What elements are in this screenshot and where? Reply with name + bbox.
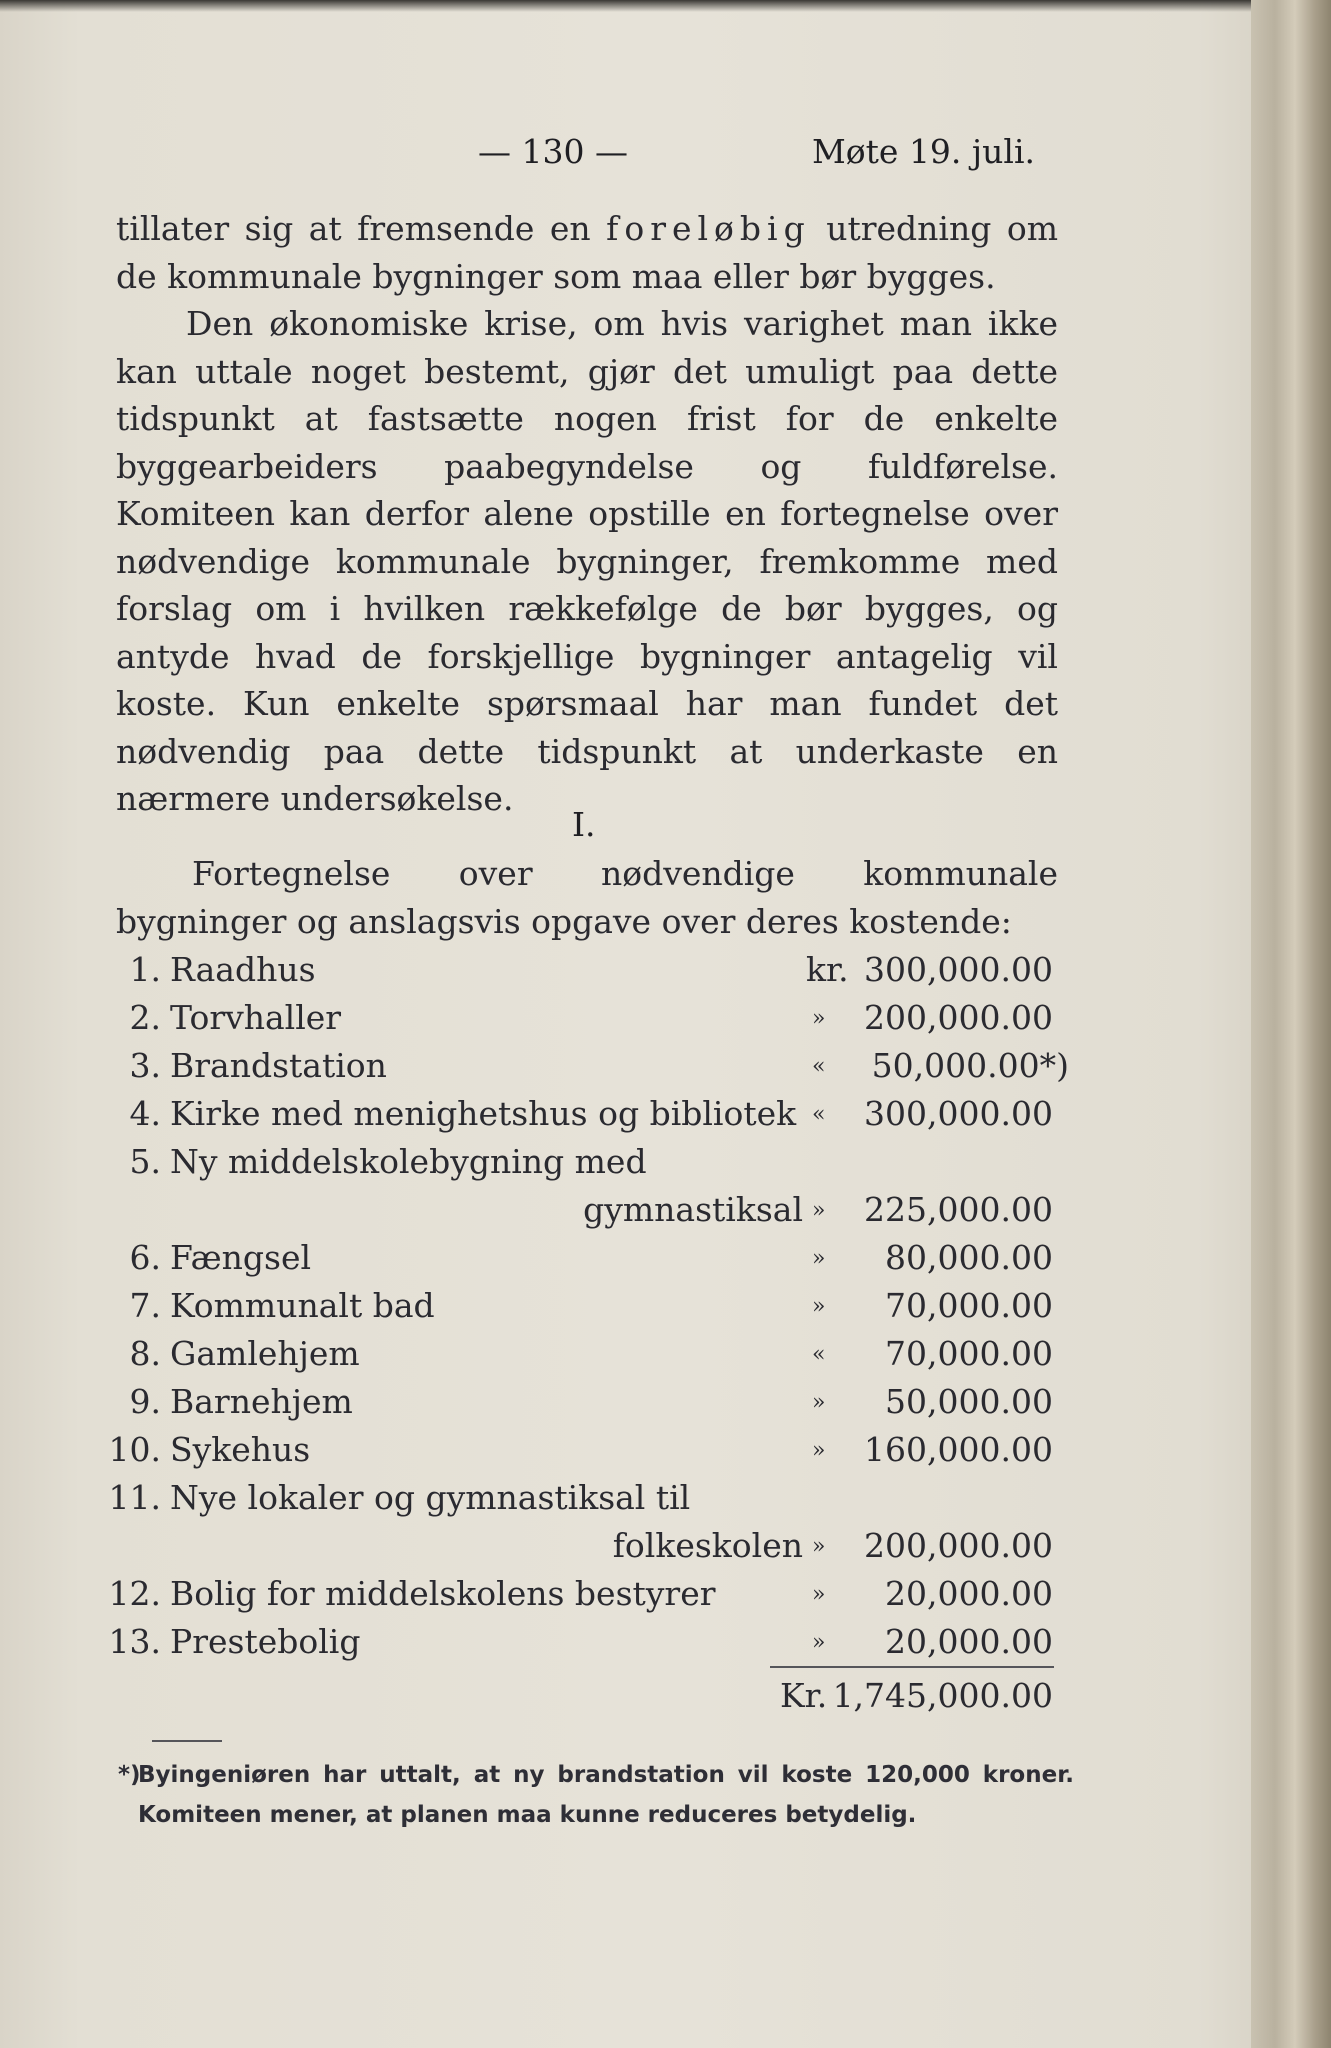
item-name: Fængsel: [170, 1238, 312, 1277]
item-amount: 300,000.00: [864, 1094, 1053, 1133]
item-name-continued: folkeskolen: [612, 1526, 803, 1565]
total-amount: 1,745,000.00: [832, 1676, 1053, 1715]
list-item: [0, 1478, 1331, 1565]
item-amount: 20,000.00: [885, 1622, 1053, 1661]
ditto-mark: »: [812, 1582, 826, 1607]
list-item: [0, 1574, 1331, 1620]
sum-rule: [770, 1666, 1054, 1668]
item-number: 13.: [108, 1622, 161, 1661]
item-number: 4.: [129, 1094, 161, 1133]
paragraph-2: Den økonomiske krise, om hvis varighet man ikke kan uttale noget bestemt, gjør det umuligt paa dette tidspunkt at fastsætte nogen frist for de enkelte byggearbeiders paabegyndelse og fuldførelse. Komiteen kan derfor alene opstille en fortegnelse over nødvendige kommunale bygninger, fremkomme med forslag om i hvilken rækkefølge de bør bygges, og antyde hvad de forskjellige bygninger antagelig vil koste. Kun enkelte spørsmaal har man fundet det nødvendig paa dette tidspunkt at underkaste en nærmere undersøkelse.: [116, 304, 1058, 818]
ditto-mark: »: [812, 1198, 826, 1223]
paragraph-1-start: tillater sig at fremsende en: [116, 209, 591, 248]
item-name: Raadhus: [170, 950, 316, 989]
spaced-word: foreløbig: [606, 209, 811, 248]
item-number: 1.: [129, 950, 161, 989]
item-name: Kirke med menighetshus og bibliotek: [170, 1094, 797, 1133]
list-item: [0, 998, 1331, 1044]
ditto-mark: »: [812, 1534, 826, 1559]
item-amount: 300,000.00: [864, 950, 1053, 989]
item-amount: 200,000.00: [864, 1526, 1053, 1565]
item-name: Sykehus: [170, 1430, 311, 1469]
body-text: [116, 205, 1058, 823]
list-item: [0, 1286, 1331, 1332]
item-amount: 200,000.00: [864, 998, 1053, 1037]
item-amount: 225,000.00: [864, 1190, 1053, 1229]
list-item: [0, 1430, 1331, 1476]
list-item: [0, 1622, 1331, 1668]
footnote: [118, 1755, 1074, 1835]
list-item: [0, 1238, 1331, 1284]
ditto-mark: »: [812, 1390, 826, 1415]
list-item: [0, 1094, 1331, 1140]
item-name: Nye lokaler og gymnastiksal til: [170, 1478, 691, 1517]
ditto-mark: «: [812, 1102, 826, 1127]
ditto-mark: «: [812, 1342, 826, 1367]
item-number: 6.: [129, 1238, 161, 1277]
list-item: [0, 1142, 1331, 1229]
item-name: Kommunalt bad: [170, 1286, 435, 1325]
item-number: 8.: [129, 1334, 161, 1373]
ditto-mark: »: [812, 1630, 826, 1655]
item-number: 11.: [108, 1478, 161, 1517]
item-amount: 20,000.00: [885, 1574, 1053, 1613]
item-number: 10.: [108, 1430, 161, 1469]
item-name: Ny middelskolebygning med: [170, 1142, 647, 1181]
item-number: 7.: [129, 1286, 161, 1325]
item-amount: 160,000.00: [864, 1430, 1053, 1469]
page-header: [0, 132, 1331, 178]
ditto-mark: «: [812, 1054, 826, 1079]
item-amount: 50,000.00: [885, 1382, 1053, 1421]
item-name: Barnehjem: [170, 1382, 353, 1421]
item-name: Prestebolig: [170, 1622, 361, 1661]
item-number: 9.: [129, 1382, 161, 1421]
list-item: [0, 1382, 1331, 1428]
list-item: [0, 1046, 1331, 1092]
ditto-mark: »: [812, 1438, 826, 1463]
item-currency: kr.: [806, 950, 849, 989]
paragraph-1: [116, 205, 1058, 300]
item-name: Torvhaller: [170, 998, 342, 1037]
list-item: [0, 950, 1331, 996]
footnote-marker: *): [118, 1762, 141, 1788]
footnote-rule: [152, 1740, 222, 1742]
total-currency: Kr.: [780, 1676, 828, 1715]
item-name: Gamlehjem: [170, 1334, 360, 1373]
item-name-continued: gymnastiksal: [583, 1190, 803, 1229]
item-number: 12.: [108, 1574, 161, 1613]
item-number: 5.: [129, 1142, 161, 1181]
top-shadow: [0, 0, 1331, 12]
footnote-text: Byingeniøren har uttalt, at ny brandstation vil koste 120,000 kroner. Komiteen mener, at planen maa kunne reduceres betydelig.: [138, 1762, 1074, 1828]
item-number: 3.: [129, 1046, 161, 1085]
item-amount: 80,000.00: [885, 1238, 1053, 1277]
ditto-mark: »: [812, 1006, 826, 1031]
item-amount: 70,000.00: [885, 1334, 1053, 1373]
section-number: I.: [572, 805, 596, 844]
page-number: — 130 —: [478, 132, 628, 171]
section-intro: Fortegnelse over nødvendige kommunale bygninger og anslagsvis opgave over deres kostende:: [116, 854, 1058, 941]
running-head: Møte 19. juli.: [812, 132, 1035, 171]
item-number: 2.: [129, 998, 161, 1037]
item-name: Bolig for middelskolens bestyrer: [170, 1574, 716, 1613]
item-amount: 70,000.00: [885, 1286, 1053, 1325]
item-name: Brandstation: [170, 1046, 387, 1085]
item-amount: 50,000.00*): [871, 1046, 1069, 1085]
ditto-mark: »: [812, 1246, 826, 1271]
ditto-mark: »: [812, 1294, 826, 1319]
paragraph-1-rest: utredning om de kommunale bygninger som maa eller bør bygges.: [116, 209, 1058, 296]
list-item: [0, 1334, 1331, 1380]
